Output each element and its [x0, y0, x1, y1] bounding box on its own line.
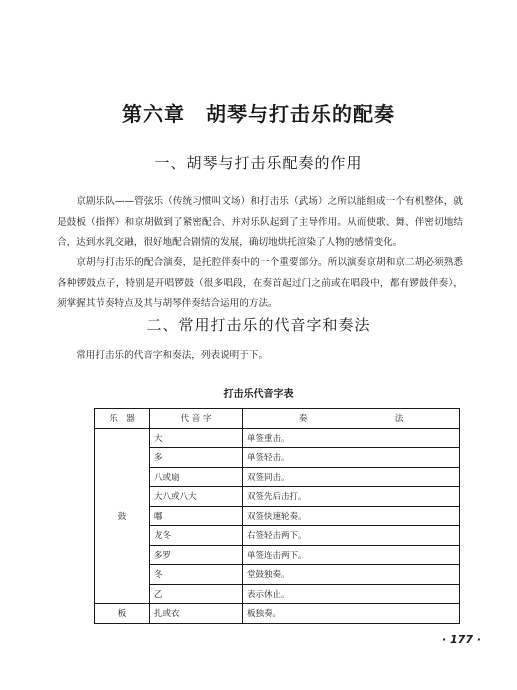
code-cell: 扎或衣: [150, 604, 243, 624]
table-row: [95, 428, 460, 448]
code-cell: 龙冬: [150, 526, 243, 546]
percussion-code-table: [94, 408, 460, 624]
table-row: [95, 604, 460, 624]
method-cell: 单签连击两下。: [243, 545, 460, 565]
method-cell: 单签重击。: [243, 428, 460, 448]
code-cell: 乙: [150, 584, 243, 604]
table-row: [95, 487, 460, 507]
code-cell: 八或扇: [150, 467, 243, 487]
section-title-1: 一、胡琴与打击乐配奏的作用: [154, 154, 363, 172]
table-title: 打击乐代音字表: [223, 389, 294, 400]
method-cell: 表示休止。: [243, 584, 460, 604]
method-cell: 堂鼓独奏。: [243, 565, 460, 585]
header-method-part2: 法: [394, 414, 404, 425]
table-row: [95, 545, 460, 565]
page-number: · 177 ·: [442, 633, 481, 646]
code-cell: 多: [150, 448, 243, 468]
table-row: [95, 565, 460, 585]
code-cell: 大八或八大: [150, 487, 243, 507]
method-cell: 双签同击。: [243, 467, 460, 487]
table-row: [95, 526, 460, 546]
instrument-cell-board: 板: [95, 604, 150, 624]
code-cell: 多罗: [150, 545, 243, 565]
header-code: 代 音 字: [150, 409, 243, 429]
header-method-part1: 奏: [298, 414, 308, 425]
instrument-cell-drum: 鼓: [95, 428, 150, 604]
method-cell: 单签轻击。: [243, 448, 460, 468]
header-instrument: 乐 器: [95, 409, 150, 429]
code-cell: 大: [150, 428, 243, 448]
paragraph-1: 京剧乐队——管弦乐（传统习惯叫文场）和打击乐（武场）之所以能组成一个有机整体，就是鼓板（指挥）和京胡做到了紧密配合、并对乐队起到了主导作用。从而使歌、舞、伴密切地结合，达到水乳交融，很好地配合剧情的发展，确切地烘托渲染了人物的感情变化。: [57, 196, 463, 248]
code-cell: 冬: [150, 565, 243, 585]
method-cell: 板独奏。: [243, 604, 460, 624]
method-cell: 右签轻击两下。: [243, 526, 460, 546]
table-row: [95, 584, 460, 604]
chapter-title: 第六章 胡琴与打击乐的配奏: [122, 102, 395, 126]
table-row: [95, 506, 460, 526]
table-row: [95, 467, 460, 487]
section-title-2: 二、常用打击乐的代音字和奏法: [146, 316, 371, 334]
paragraph-3: 常用打击乐的代音字和奏法，列表说明于下。: [76, 350, 269, 361]
header-method: [243, 409, 460, 429]
method-cell: 双签先后击打。: [243, 487, 460, 507]
table-row: [95, 448, 460, 468]
table-header-row: [95, 409, 460, 429]
method-cell: 双签快速轮奏。: [243, 506, 460, 526]
paragraph-2: 京胡与打击乐的配合演奏，是托腔伴奏中的一个重要部分。所以演奏京胡和京二胡必须熟悉各种锣鼓点子，特别是开唱锣鼓（很多唱段，在奏首起过门之前或在唱段中，都有锣鼓伴奏），须掌握其节奏特点及其与胡琴伴奏结合运用的方法。: [57, 257, 463, 309]
code-cell: 嘟: [150, 506, 243, 526]
